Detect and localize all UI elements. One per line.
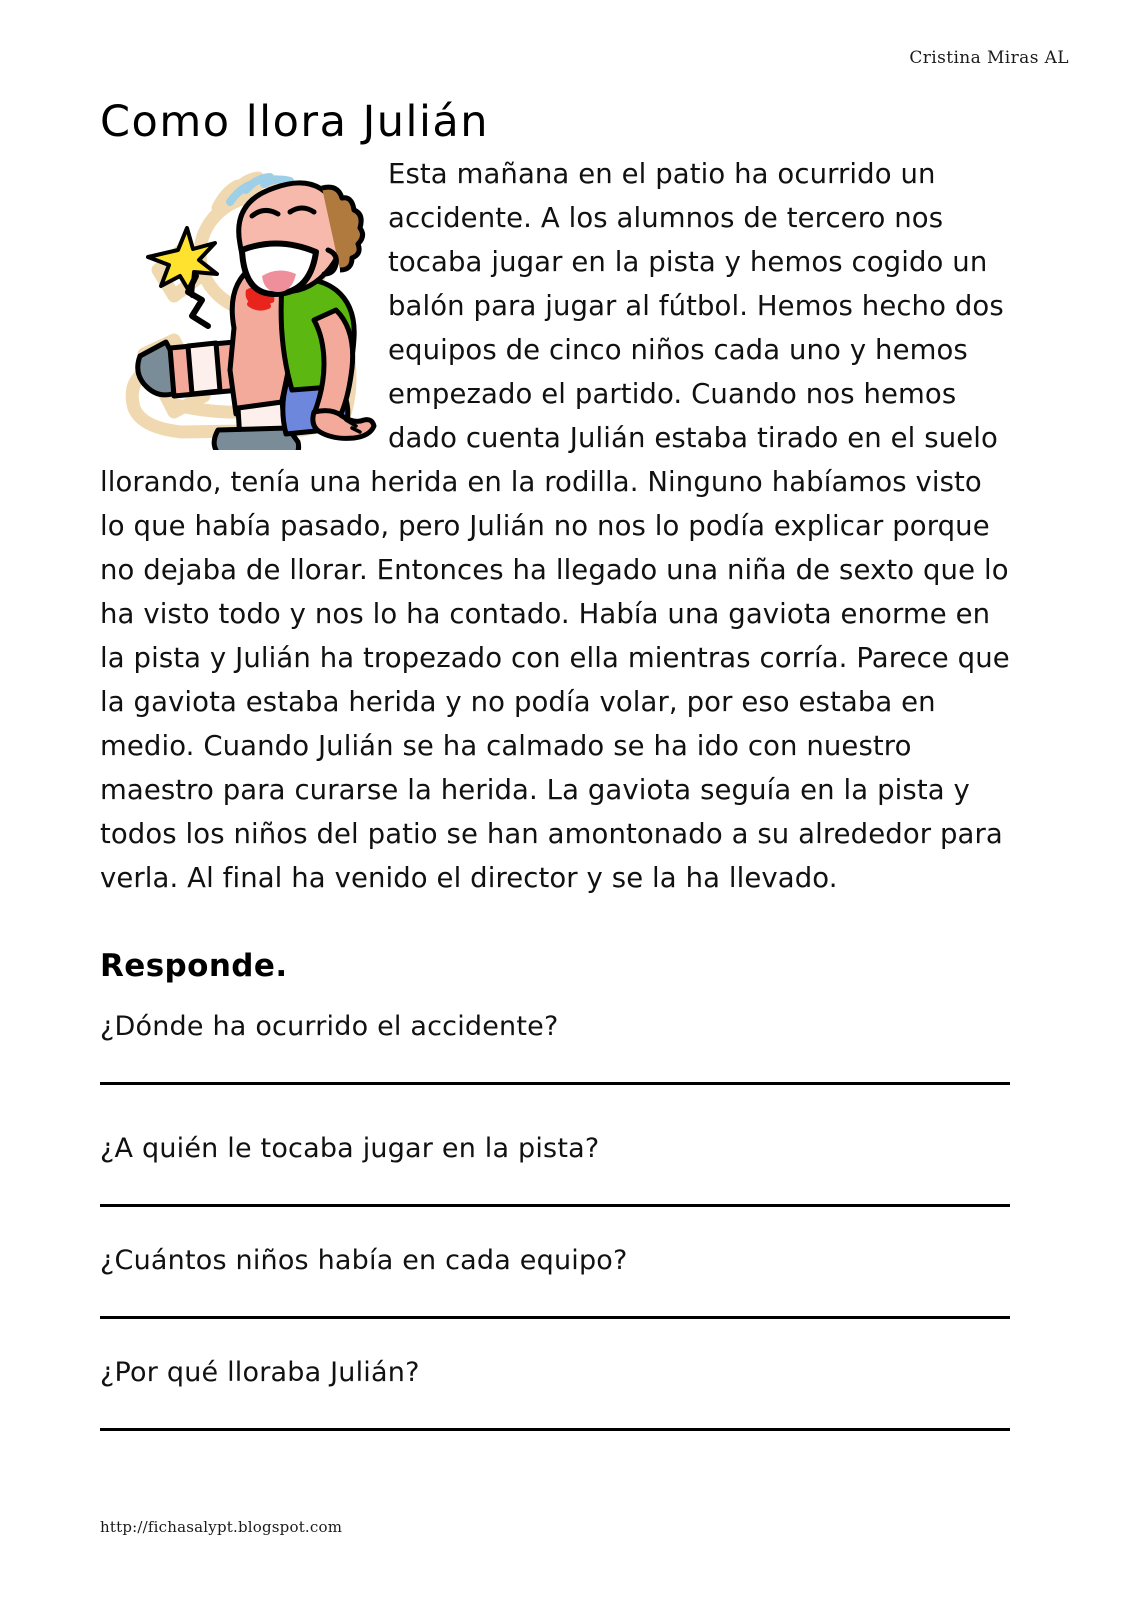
story-text: Esta mañana en el patio ha ocurrido un accidente. A los alumnos de tercero nos tocaba jugar en la pista y hemos cogido un balón para jugar al fútbol. Hemos hecho dos equipos de cinco niños cada uno y hemos empezado el partido. Cuando nos hemos dado cuenta Julián estaba tirado en el suelo llorando, tenía una herida en la rodilla. Ninguno habíamos visto lo que había pasado, pero Julián no nos lo podía explicar porque no dejaba de llorar. Entonces ha llegado una niña de sexto que lo ha visto todo y nos lo ha contado. Había una gaviota enorme en la pista y Julián ha tropezado con ella mientras corría. Parece que la gaviota estaba herida y no podía volar, por eso estaba en medio. Cuando Julián se ha calmado se ha ido con nuestro maestro para curarse la herida. La gaviota seguía en la pista y todos los niños del patio se han amontonado a su alrededor para verla. Al final ha venido el director y se la ha llevado. xyxy=(100,158,1010,894)
question-block-1 xyxy=(100,1010,1012,1085)
answer-line-2[interactable] xyxy=(100,1204,1010,1207)
answer-line-4[interactable] xyxy=(100,1428,1010,1431)
illustration-float-spacer xyxy=(100,152,388,448)
author-credit: Cristina Miras AL xyxy=(909,48,1069,68)
answer-line-3[interactable] xyxy=(100,1316,1010,1319)
question-block-4 xyxy=(100,1356,1012,1431)
question-block-2 xyxy=(100,1132,1012,1207)
question-text-4: ¿Por qué lloraba Julián? xyxy=(100,1357,420,1388)
footer-source-url[interactable]: http://fichasalypt.blogspot.com xyxy=(100,1518,343,1536)
responde-heading: Responde. xyxy=(100,948,288,984)
question-block-3 xyxy=(100,1244,1012,1319)
question-text-3: ¿Cuántos niños había en cada equipo? xyxy=(100,1245,628,1276)
page-title: Como llora Julián xyxy=(100,96,490,147)
answer-line-1[interactable] xyxy=(100,1082,1010,1085)
question-text-2: ¿A quién le tocaba jugar en la pista? xyxy=(100,1133,600,1164)
story-paragraph xyxy=(100,152,1012,900)
question-text-1: ¿Dónde ha ocurrido el accidente? xyxy=(100,1011,559,1042)
